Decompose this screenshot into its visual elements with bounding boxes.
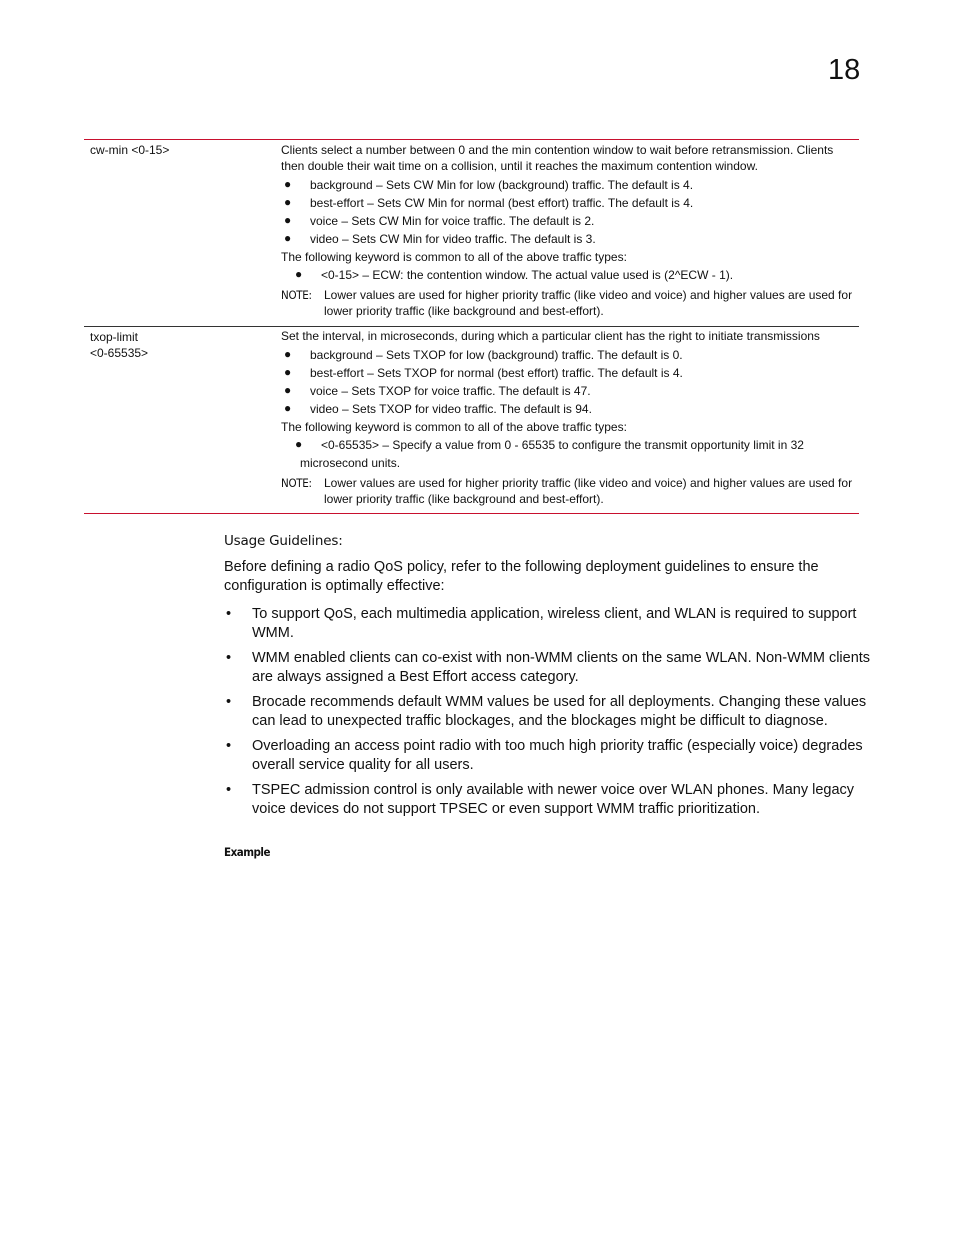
list-item: • WMM enabled clients can co-exist with non-WMM clients on the same WLAN. Non-WMM clients are always assigned a Best Effort access category. bbox=[226, 650, 871, 685]
bullet-icon: • bbox=[226, 782, 232, 798]
bullet-icon: ● bbox=[284, 213, 292, 227]
list-item: ● voice – Sets CW Min for voice traffic. The default is 2. bbox=[284, 213, 595, 228]
param-range: <0-65535> bbox=[90, 346, 149, 360]
list-item: ● background – Sets CW Min for low (background) traffic. The default is 4. bbox=[284, 177, 694, 192]
keyword-list bbox=[281, 436, 859, 472]
usage-intro: Before defining a radio QoS policy, refer to the following deployment guidelines to ensure the configuration is optimally effective: bbox=[224, 559, 819, 594]
list-item: ● video – Sets CW Min for video traffic. The default is 3. bbox=[284, 231, 596, 246]
note-text: Lower values are used for higher priority traffic (like video and voice) and higher values are used for lower priority traffic (like background and best-effort). bbox=[324, 476, 853, 506]
bullet-icon: • bbox=[226, 606, 232, 622]
table-top-rule bbox=[84, 139, 859, 140]
list-item: ● background – Sets TXOP for low (background) traffic. The default is 0. bbox=[284, 347, 683, 362]
note-label: NOTE: bbox=[281, 476, 312, 490]
bullet-icon: ● bbox=[295, 267, 303, 281]
list-item: ● best-effort – Sets TXOP for normal (best effort) traffic. The default is 4. bbox=[284, 365, 683, 380]
param-txop-limit bbox=[90, 329, 270, 361]
param-name: txop-limit bbox=[90, 330, 139, 344]
description-lead: Clients select a number between 0 and the min contention window to wait before retransmission. Clients then double their wait time on a collision, until it reaches the maximum contention window. bbox=[281, 143, 834, 173]
traffic-type-list bbox=[281, 176, 859, 248]
param-cw-min: cw-min <0-15> bbox=[90, 143, 170, 157]
traffic-type-list bbox=[281, 346, 859, 418]
list-item: ● <0-15> – ECW: the contention window. The actual value used is (2^ECW - 1). bbox=[295, 267, 734, 282]
note-label: NOTE: bbox=[281, 288, 312, 302]
bullet-icon: ● bbox=[284, 195, 292, 209]
description-lead: Set the interval, in microseconds, during which a particular client has the right to initiate transmissions bbox=[281, 329, 820, 343]
list-item: ● voice – Sets TXOP for voice traffic. The default is 47. bbox=[284, 383, 591, 398]
list-item: • Overloading an access point radio with too much high priority traffic (especially voice) degrades overall service quality for all users. bbox=[226, 738, 863, 773]
param-txop-limit-description bbox=[281, 328, 859, 507]
param-cw-min-description bbox=[281, 142, 859, 319]
common-keyword-text: The following keyword is common to all of the above traffic types: bbox=[281, 250, 627, 264]
bullet-icon: • bbox=[226, 738, 232, 754]
list-item: ● video – Sets TXOP for video traffic. The default is 94. bbox=[284, 401, 592, 416]
section-heading: Usage Guidelines: bbox=[224, 533, 343, 549]
table-bottom-rule bbox=[84, 513, 859, 514]
bullet-icon: ● bbox=[284, 365, 292, 379]
bullet-icon: • bbox=[226, 694, 232, 710]
note bbox=[281, 475, 859, 507]
note-text: Lower values are used for higher priority traffic (like video and voice) and higher values are used for lower priority traffic (like background and best-effort). bbox=[324, 288, 853, 318]
chapter-number: 18 bbox=[828, 54, 861, 86]
bullet-icon: ● bbox=[284, 401, 292, 415]
table-row-divider bbox=[84, 326, 859, 327]
bullet-icon: ● bbox=[284, 347, 292, 361]
bullet-icon: ● bbox=[284, 177, 292, 191]
note bbox=[281, 287, 859, 319]
bullet-icon: ● bbox=[284, 383, 292, 397]
example-heading: Example bbox=[224, 845, 270, 859]
bullet-icon: ● bbox=[284, 231, 292, 245]
bullet-icon: ● bbox=[295, 437, 303, 451]
list-item: ● <0-65535> – Specify a value from 0 - 65535 to configure the transmit opportunity limit in 32 microsecond units. bbox=[295, 437, 804, 470]
guideline-list bbox=[224, 605, 874, 819]
usage-guidelines bbox=[224, 531, 874, 819]
list-item: • To support QoS, each multimedia application, wireless client, and WLAN is required to support WMM. bbox=[226, 606, 857, 641]
list-item: ● best-effort – Sets CW Min for normal (best effort) traffic. The default is 4. bbox=[284, 195, 694, 210]
common-keyword-text: The following keyword is common to all of the above traffic types: bbox=[281, 420, 627, 434]
list-item: • Brocade recommends default WMM values be used for all deployments. Changing these values can lead to unexpected traffic blockages, and the blockages might be difficult to diagnose. bbox=[226, 694, 867, 729]
keyword-list bbox=[281, 266, 859, 284]
list-item: • TSPEC admission control is only available with newer voice over WLAN phones. Many legacy voice devices do not support TPSEC or even support WMM traffic prioritization. bbox=[226, 782, 855, 817]
bullet-icon: • bbox=[226, 650, 232, 666]
